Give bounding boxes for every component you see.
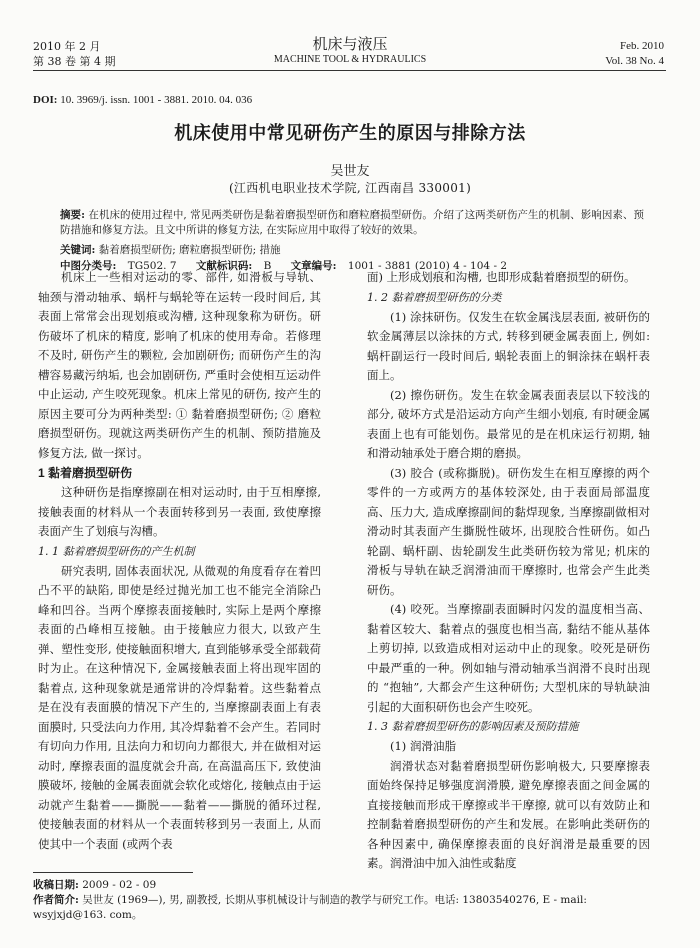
header-date-en: Feb. 2010 — [620, 40, 664, 52]
received-label: 收稿日期: — [33, 879, 79, 891]
header-rule — [33, 70, 666, 71]
subsection-heading: 1. 2 黏着磨损型研伤的分类 — [367, 290, 502, 304]
paragraph: (1) 润滑油脂 — [390, 739, 456, 753]
clc-value: TG502. 7 — [124, 260, 177, 272]
header-volume: 第 38 卷 第 4 期 — [33, 55, 116, 68]
body-left-column — [38, 268, 321, 854]
received-date: 2009 - 02 - 09 — [78, 879, 157, 891]
abstract-label: 摘要: — [60, 209, 85, 221]
header-date: 2010 年 2 月 — [33, 40, 101, 53]
doi[interactable] — [33, 94, 252, 106]
doc-code-label: 文献标识码: — [195, 260, 253, 272]
header-volume-en: Vol. 38 No. 4 — [605, 55, 664, 67]
paragraph: 这种研伤是指摩擦副在相对运动时, 由于互相摩擦, 接触表面的材料从一个表面转移到另一表面, 致使摩擦表面产生了划痕与沟槽。 — [38, 485, 321, 538]
paragraph: (2) 擦伤研伤。发生在软金属表面表层以下较浅的部分, 破坏方式是沿运动方向产生细小划痕, 有时硬金属表面上也有可能划伤。最常见的是在机床运行初期, 轴和滑动轴承处于磨合期的磨损。 — [367, 387, 650, 460]
affiliation: (江西机电职业技术学院, 江西南昌 330001) — [228, 181, 472, 195]
author-bio: 吴世友 (1969—), 男, 副教授, 长期从事机械设计与制造的教学与研究工作。电话: 13803540276, E - mail: wsyjxjd@163. com。 — [33, 894, 587, 921]
paragraph: 机床上一些相对运动的零、部件, 如滑板与导轨、轴颈与滑动轴承、蜗杆与蜗轮等在运转一段时间后, 其表面上常常会出现划痕或沟槽, 这种现象称为研伤。研伤破坏了机床的精度, 影响了机床的使用寿命。若修理不及时, 研伤产生的颗粒, 会加剧研伤; 而研伤产生的沟槽容易藏污纳垢, 也会加剧研伤, 严重时会使相互运动件中止运动, 产生咬死现象。机床上常见的研伤, 按产生的原因主要可分为两种类型: ① 黏着磨损型研伤; ② 磨粒磨损型研伤。现就这两类研伤产生的机制、预防措施及修复方法, 做一探讨。 — [38, 270, 321, 460]
footnote-rule — [33, 872, 193, 873]
article-number-value: 1001 - 3881 (2010) 4 - 104 - 2 — [344, 260, 508, 272]
journal-name-en: MACHINE TOOL & HYDRAULICS — [273, 54, 427, 65]
body-right-column — [367, 268, 650, 874]
clc-label: 中图分类号: — [60, 260, 117, 272]
header-right — [605, 39, 664, 69]
keywords-text: 黏着磨损型研伤; 磨粒磨损型研伤; 措施 — [95, 244, 281, 256]
doi-label: DOI: — [33, 94, 58, 106]
abstract-text: 在机床的使用过程中, 常见两类研伤是黏着磨损型研伤和磨粒磨损型研伤。介绍了这两类研伤产生的机制、影响因素、预防措施和修复方法。且文中所讲的修复方法, 在实际应用中取得了较好的效果。 — [60, 209, 644, 236]
paper-title: 机床使用中常见研伤产生的原因与排除方法 — [174, 123, 526, 144]
bio-label: 作者简介: — [33, 894, 79, 906]
paragraph: (3) 胶合 (或称撕脱)。研伤发生在相互摩擦的两个零件的一方或两方的基体较深处, 由于表面局部温度高、压力大, 造成摩擦副间的黏焊现象, 当摩擦副做相对滑动时其表面产生撕脱性破坏, 出现胶合性研伤。如凸轮副、蜗杆副、齿轮副发生此类研伤较为常见; 机床的滑板与导轨在缺乏润滑油而干摩擦时, 也常会产生此类研伤。 — [367, 465, 650, 597]
subsection-heading: 1. 1 黏着磨损型研伤的产生机制 — [38, 544, 195, 558]
keywords-label: 关键词: — [60, 244, 96, 256]
article-number-label: 文章编号: — [290, 260, 337, 272]
footnote — [33, 878, 663, 923]
doc-code-value: B — [260, 260, 272, 272]
paragraph: (1) 涂抹研伤。仅发生在软金属浅层表面, 被研伤的软金属薄层以涂抹的方式, 转移到硬金属表面上, 例如: 蜗杆副运行一段时间后, 蜗轮表面上的铜涂抹在蜗杆表面上。 — [367, 309, 650, 382]
keywords — [60, 243, 644, 258]
doi-value: 10. 3969/j. issn. 1001 - 3881. 2010. 04. 036 — [57, 94, 253, 106]
paragraph: 面) 上形成划痕和沟槽, 也即形成黏着磨损型的研伤。 — [367, 270, 636, 284]
subsection-heading: 1. 3 黏着磨损型研伤的影响因素及预防措施 — [367, 720, 579, 733]
running-header — [0, 0, 700, 66]
journal-name-cn: 机床与液压 — [312, 35, 388, 53]
section-heading: 1 黏着磨损型研伤 — [38, 466, 133, 480]
abstract — [60, 208, 644, 237]
author: 吴世友 — [330, 164, 370, 179]
paragraph: 研究表明, 固体表面状况, 从微观的角度看存在着凹凸不平的缺陷, 即使是经过抛光加工也不能完全消除凸峰和凹谷。当两个摩擦表面接触时, 实际上是两个摩擦表面的凸峰相互接触。由于接触应力很大, 以致产生弹、塑性变形, 使接触面积增大, 直到能够承受全部载荷时为止。在这种情况下, 金属接触表面上将出现牢固的黏着点, 这种现象就是通常讲的冷焊黏着。这些黏着点是在没有表面膜的情况下产生的, 当摩擦副表面上有表面膜时, 只受法向力作用, 其冷焊黏着不会产生。若同时有切向力作用, 且法向力和切向力都很大, 并在做相对运动时, 摩擦表面的温度就会升高, 在高温高压下, 致使油膜破坏, 接触的金属表面就会软化或熔化, 接触点由于运动就产生黏着——撕脱——黏着——撕脱的循环过程, 使接触表面的材料从一个表面转移到另一表面上, 从而使其中一个表面 (或两个表 — [38, 563, 321, 851]
paragraph: (4) 咬死。当摩擦副表面瞬时闪发的温度相当高、黏着区较大、黏着点的强度也相当高, 黏结不能从基体上剪切掉, 以致造成相对运动中止的现象。咬死是研伤中最严重的一种。例如轴与滑动轴承当润滑不良时出现的 “抱轴”, 大都会产生这种研伤; 大型机床的导轨缺油引起的大面积研伤也会产生咬死。 — [367, 602, 650, 714]
header-center — [0, 36, 700, 67]
paragraph: 润滑状态对黏着磨损型研伤影响极大, 只要摩擦表面始终保持足够强度润滑膜, 避免摩擦表面之间金属的直接接触而形成干摩擦或半干摩擦, 就可以有效防止和控制黏着磨损型研伤的产生和发展。在影响此类研伤的各种因素中, 确保摩擦表面的良好润滑是最重要的因素。润滑油中加入油性或黏度 — [367, 758, 650, 870]
